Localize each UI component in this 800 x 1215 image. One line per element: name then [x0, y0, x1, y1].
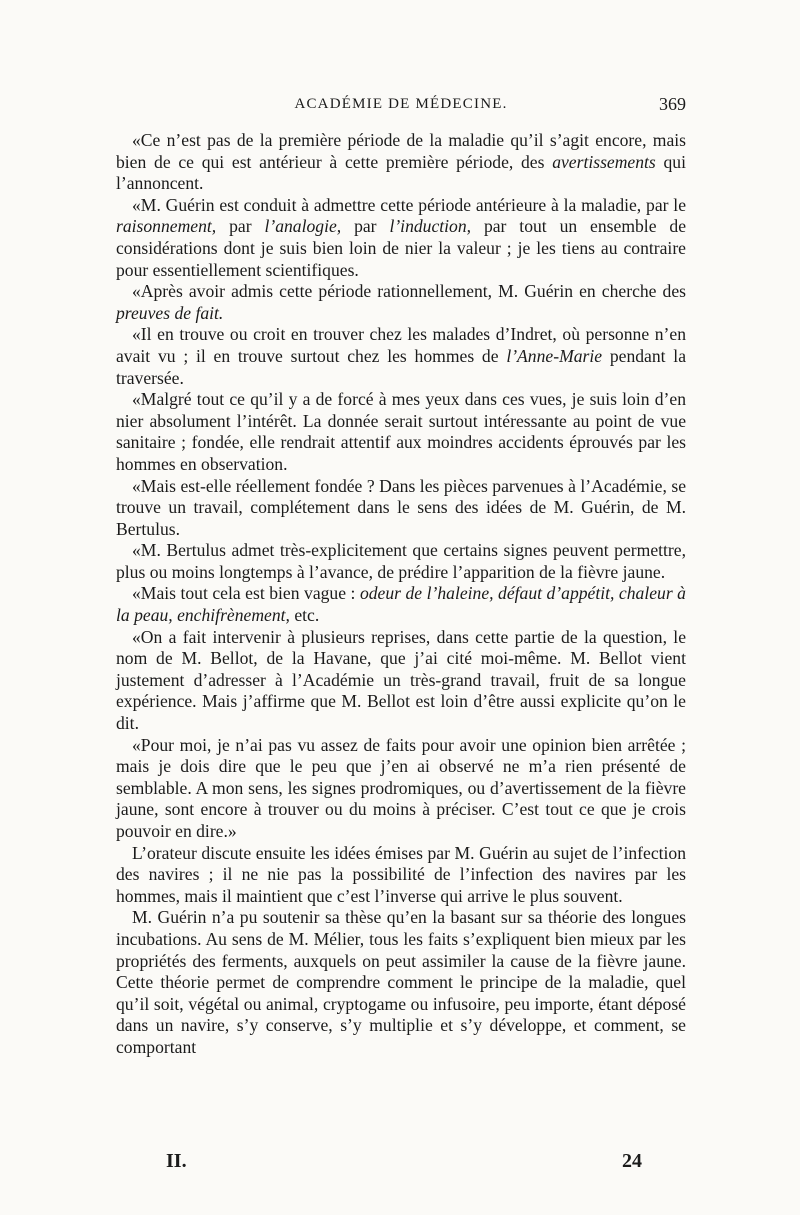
text-run: pendant la traversée. [116, 345, 687, 388]
text-run: «M. Guérin est conduit à admettre cette période antérieure à la maladie, par le [132, 194, 686, 215]
page [116, 96, 686, 1059]
paragraph [116, 476, 686, 541]
text-run: L’orateur discute ensuite les idées émises par M. Guérin au sujet de l’infection des navires ; il ne nie pas la possibilité de l’infection des navires par les hommes, mais il maintient que c’est l’inverse qui arrive le plus souvent. [116, 842, 686, 906]
italic-text: avertissements [552, 151, 656, 172]
paragraph [116, 389, 686, 475]
text-run: par [216, 216, 265, 237]
body-text [116, 130, 686, 1059]
text-run: «Malgré tout ce qu’il y a de forcé à mes yeux dans ces vues, je suis loin d’en nier absolument l’intérêt. La donnée serait surtout intéressante au point de vue sanitaire ; fondée, elle rendrait attentif aux moindres accidents éprouvés par les hommes en observation. [116, 389, 686, 474]
text-run: «Mais est-elle réellement fondée ? Dans les pièces parvenues à l’Académie, se trouve un travail, complétement dans le sens des idées de M. Guérin, de M. Bertulus. [116, 475, 686, 539]
text-run: «M. Bertulus admet très-explicitement que certains signes peuvent permettre, plus ou moins longtemps à l’avance, de prédire l’apparition de la fièvre jaune. [116, 540, 686, 582]
italic-text: odeur de l’haleine, défaut d’appétit, chaleur à la peau, enchifrènement, [116, 583, 686, 626]
italic-text: preuves de fait. [116, 302, 224, 323]
text-run: «On a fait intervenir à plusieurs reprises, dans cette partie de la question, le nom de M. Bellot, de la Havane, que j’ai cité moi-même. M. Bellot vient justement d’adresser à l’Académie un très-grand travail, fruit de sa longue expérience. Mais j’affirme que M. Bellot est loin d’être aussi explicite qu’on le dit. [116, 626, 686, 734]
signature-mark-volume: II. [166, 1150, 187, 1172]
text-run: par [341, 216, 390, 237]
running-title: ACADÉMIE DE MÉDECINE. [294, 96, 508, 112]
text-run: «Mais tout cela est bien vague : [132, 583, 360, 604]
paragraph [116, 843, 686, 908]
paragraph [116, 540, 686, 583]
page-header [116, 96, 686, 130]
paragraph [116, 627, 686, 735]
page-number: 369 [659, 94, 686, 114]
text-run: «Pour moi, je n’ai pas vu assez de faits pour avoir une opinion bien arrêtée ; mais je dois dire que le peu que j’en ai observé ne m’a rien présenté de semblable. A mon sens, les signes prodromiques, ou d’avertissement de la fièvre jaune, sont encore à trouver ou du moins à préciser. C’est tout ce que je crois pouvoir en dire.» [116, 734, 686, 841]
text-run: etc. [289, 605, 320, 626]
italic-text: raisonnement, [116, 216, 217, 237]
italic-text: l’induction, [389, 216, 472, 237]
text-run: «Ce n’est pas de la première période de la maladie qu’il s’agit encore, mais bien de ce qui est antérieur à cette première période, des [116, 130, 686, 172]
text-run: par tout un ensemble de considérations dont je suis bien loin de nier la valeur ; je les tiens au contraire pour essentiellement scientifiques. [116, 216, 687, 280]
paragraph [116, 583, 686, 626]
paragraph [116, 324, 686, 389]
paragraph [116, 281, 686, 324]
text-run: «Après avoir admis cette période rationnellement, M. Guérin en cherche des [132, 281, 686, 302]
paragraph [116, 735, 686, 843]
page-footer [166, 1150, 642, 1180]
paragraph [116, 130, 686, 195]
italic-text: l’Anne-Marie [506, 345, 603, 366]
text-run: «Il en trouve ou croit en trouver chez les malades d’Indret, où personne n’en avait vu ; il en trouve surtout chez les hommes de [116, 324, 686, 366]
signature-mark-sheet: 24 [622, 1150, 642, 1172]
paragraph [116, 195, 686, 281]
italic-text: l’analogie, [264, 216, 342, 237]
paragraph [116, 907, 686, 1058]
text-run: qui l’annoncent. [116, 151, 686, 194]
text-run: M. Guérin n’a pu soutenir sa thèse qu’en la basant sur sa théorie des longues incubations. Au sens de M. Mélier, tous les faits s’expliquent bien mieux par les propriétés des ferments, auxquels on peut assimiler la cause de la fièvre jaune. Cette théorie permet de comprendre comment le principe de la maladie, quel qu’il soit, végétal ou animal, cryptogame ou infusoire, peu importe, étant déposé dans un navire, s’y conserve, s’y multiplie et s’y développe, et comment, se comportant [116, 907, 686, 1057]
